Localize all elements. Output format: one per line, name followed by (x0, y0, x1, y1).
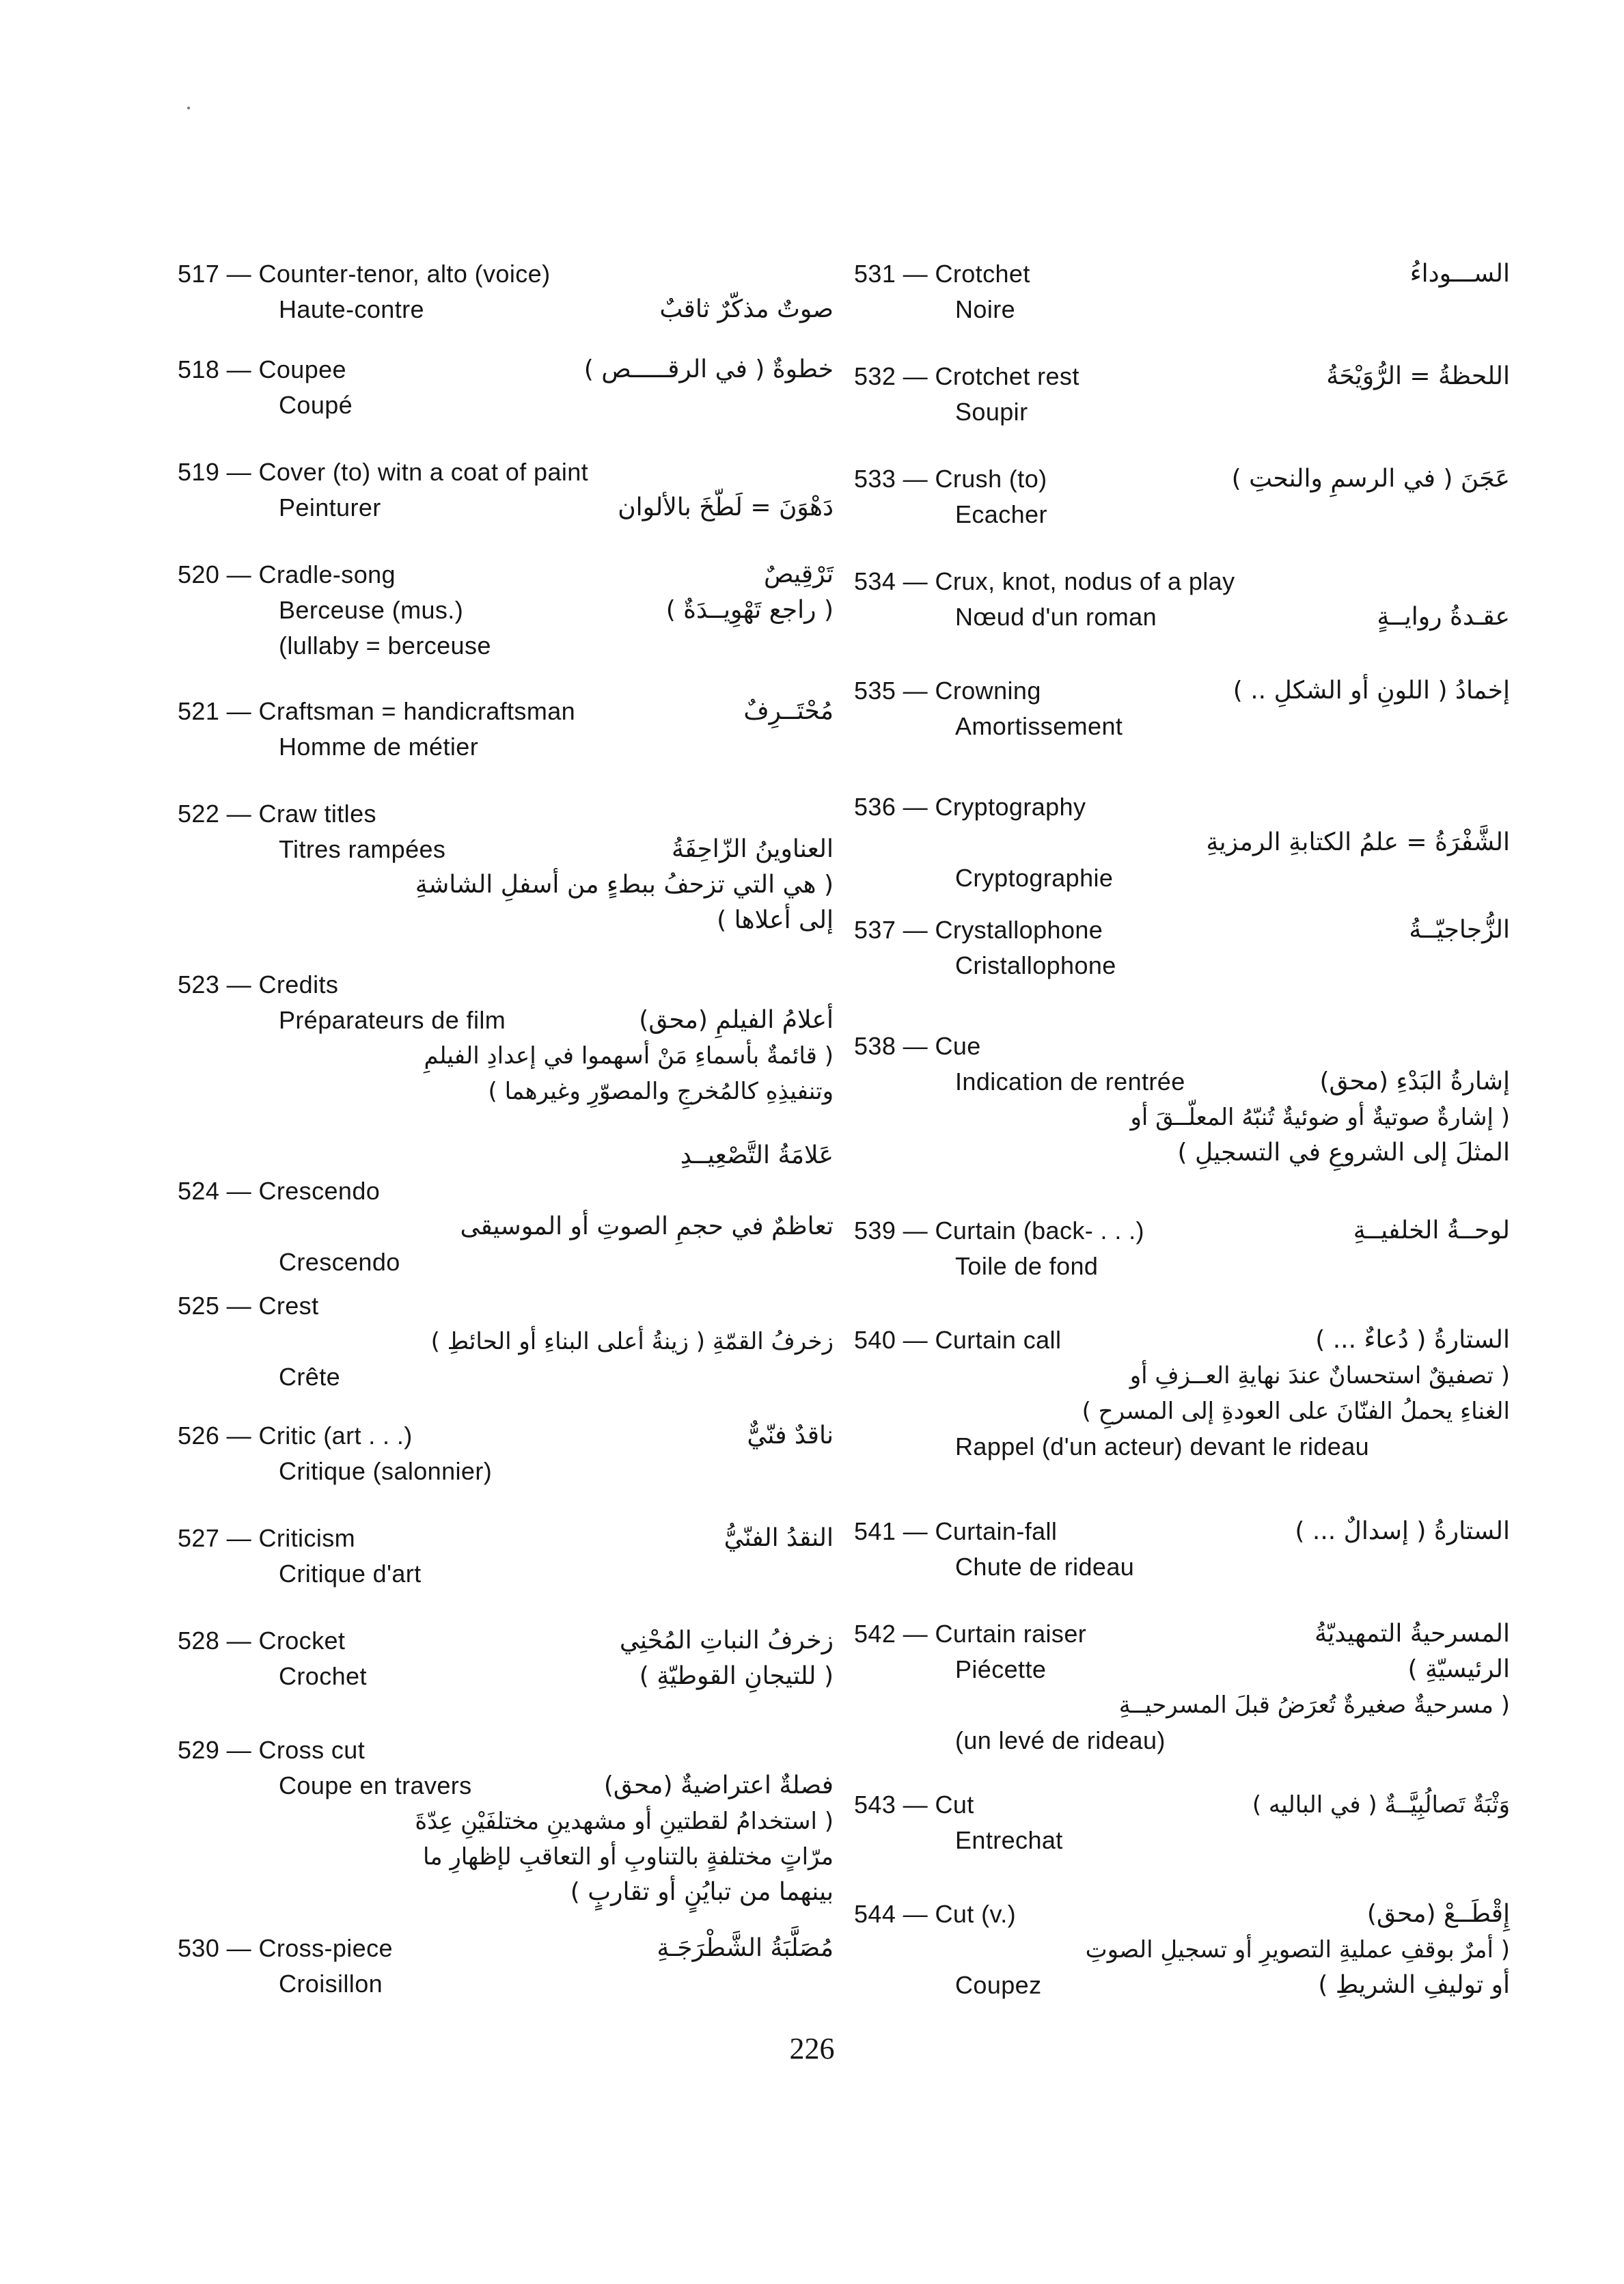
entry-translation: Noire (955, 295, 1016, 323)
dictionary-entry (178, 1732, 834, 1910)
entry-arabic: ( للتيجانِ القوطيّةِ ) (639, 1662, 834, 1690)
entry-translation: Toile de fond (955, 1252, 1099, 1280)
dictionary-entry (178, 796, 834, 938)
entry-arabic: صوتٌ مذكّرٌ ثاقبٌ (659, 295, 834, 323)
entry-line (854, 1787, 1510, 1823)
entry-arabic: لوحــةُ الخلفيــةِ (1353, 1216, 1510, 1245)
entry-translation: Chute de rideau (955, 1553, 1135, 1581)
entry-arabic: وَثْبَةٌ تَصالُبِيَّــةٌ ( في الباليه ) (1252, 1791, 1510, 1819)
entry-line (178, 1623, 834, 1659)
entry-translation: Critique d'art (279, 1560, 422, 1588)
dictionary-entry (178, 1288, 834, 1395)
entry-headword: 533 — Crush (to) (854, 465, 1047, 493)
dictionary-entry (854, 1213, 1510, 1284)
entry-line (854, 1968, 1510, 2003)
entry-line (854, 1213, 1510, 1249)
entry-arabic: المثلَ إلى الشروعِ في التسجيلِ ) (1177, 1139, 1510, 1167)
entry-line (854, 599, 1510, 635)
entry-line (178, 292, 834, 327)
entry-line (854, 1322, 1510, 1358)
dictionary-entry (854, 912, 1510, 983)
entry-line (178, 388, 834, 423)
entry-line (178, 454, 834, 490)
entry-arabic: تَرْقِيصٌ (763, 560, 834, 588)
entry-arabic: زخرفُ القمّةِ ( زينةُ أعلى البناءِ أو الحائطِ ) (430, 1328, 834, 1355)
entry-arabic: ( هي التي تزحفُ ببطءٍ من أسفلِ الشاشةِ (415, 871, 834, 899)
entry-translation: Critique (salonnier) (279, 1457, 493, 1485)
entry-translation: (lullaby = berceuse (279, 631, 491, 660)
entry-translation: Ecacher (955, 500, 1047, 528)
entry-line (178, 1768, 834, 1804)
dictionary-entry (178, 1138, 834, 1280)
entry-translation: Piécette (955, 1655, 1047, 1683)
entry-line (178, 1521, 834, 1556)
entry-line (178, 967, 834, 1003)
dictionary-entry (854, 1029, 1510, 1171)
entry-arabic: المسرحيةُ التمهيديّةُ (1315, 1620, 1510, 1648)
entry-translation: Indication de rentrée (955, 1068, 1185, 1096)
entry-line (854, 825, 1510, 860)
entry-headword: 519 — Cover (to) witn a coat of paint (178, 458, 589, 486)
entry-headword: 526 — Critic (art . . .) (178, 1422, 413, 1450)
entry-translation: Nœud d'un roman (955, 603, 1157, 631)
entry-translation: Coupe en travers (279, 1771, 472, 1799)
entry-line (178, 1359, 834, 1395)
entry-line (178, 557, 834, 593)
entry-line (178, 1875, 834, 1910)
entry-headword: 529 — Cross cut (178, 1736, 366, 1764)
entry-line (854, 673, 1510, 709)
entry-line (854, 359, 1510, 394)
entry-line (854, 1100, 1510, 1135)
dictionary-entry (854, 673, 1510, 744)
dictionary-entry (854, 256, 1510, 327)
entry-headword: 539 — Curtain (back- . . .) (854, 1216, 1144, 1245)
entry-line (178, 903, 834, 938)
entry-line (854, 256, 1510, 292)
entry-line (178, 352, 834, 388)
entry-line (178, 256, 834, 292)
dictionary-entry (854, 1514, 1510, 1585)
entry-line (178, 1966, 834, 2002)
entry-headword: 520 — Cradle-song (178, 560, 396, 588)
entry-arabic: بينهما من تبايُنٍ أو تقاربٍ ) (570, 1878, 834, 1906)
entry-line (854, 789, 1510, 825)
entry-headword: 517 — Counter-tenor, alto (voice) (178, 260, 551, 288)
entry-line (854, 1896, 1510, 1932)
entry-arabic: الزُّجاجيّــةُ (1409, 916, 1510, 944)
entry-line (854, 1029, 1510, 1064)
entry-arabic: إخمادُ ( اللونِ أو الشكلِ .. ) (1233, 677, 1510, 705)
entry-headword: 542 — Curtain raiser (854, 1620, 1087, 1648)
entry-arabic: زخرفُ النباتِ المُحْنِي (619, 1627, 834, 1655)
entry-headword: 535 — Crowning (854, 677, 1041, 705)
entry-line (854, 1616, 1510, 1652)
dictionary-entry (178, 1931, 834, 2002)
dictionary-entry (178, 1623, 834, 1694)
entry-headword: 534 — Crux, knot, nodus of a play (854, 567, 1235, 595)
entry-line (854, 1723, 1510, 1758)
entry-translation: Crochet (279, 1662, 367, 1690)
entry-headword: 524 — Crescendo (178, 1177, 381, 1205)
entry-headword: 537 — Crystallophone (854, 916, 1103, 944)
entry-headword: 538 — Cue (854, 1032, 981, 1060)
entry-line (854, 292, 1510, 327)
entry-line (854, 497, 1510, 532)
entry-arabic: العناوينُ الزّاحِفَةُ (671, 835, 834, 863)
entry-line (178, 1173, 834, 1209)
dictionary-entry (854, 359, 1510, 430)
entry-translation: Titres rampées (279, 835, 446, 863)
entry-arabic: ( مسرحيةٌ صغيرةٌ تُعرَضُ قبلَ المسرحيــةِ (1118, 1691, 1510, 1719)
dictionary-entry (854, 1616, 1510, 1758)
dictionary-entry (178, 694, 834, 765)
entry-line (854, 1514, 1510, 1549)
entry-line (178, 1209, 834, 1245)
entry-translation: Croisillon (279, 1970, 383, 1998)
entry-line (178, 1804, 834, 1839)
entry-line (854, 564, 1510, 599)
entry-line (854, 1932, 1510, 1968)
entry-line (854, 1549, 1510, 1585)
entry-headword: 528 — Crocket (178, 1627, 346, 1655)
dictionary-entry (178, 1521, 834, 1592)
dictionary-entry (854, 789, 1510, 896)
entry-line (178, 1556, 834, 1592)
entry-line (178, 1931, 834, 1966)
entry-headword: 532 — Crotchet rest (854, 362, 1079, 390)
entry-headword: 518 — Coupee (178, 355, 346, 383)
entry-arabic: ( استخدامُ لقطتينِ أو مشهدينِ مختلفَيْنِ عِدّةَ (415, 1808, 834, 1835)
entry-arabic: عَلامَةُ التَّصْعِيــدِ (680, 1141, 834, 1169)
entry-arabic: الشَّفْرَةُ = علمُ الكتابةِ الرمزيةِ (1206, 828, 1510, 856)
entry-headword: 522 — Craw titles (178, 800, 376, 828)
dictionary-entry (854, 461, 1510, 532)
entry-line (854, 1135, 1510, 1171)
entry-line (854, 461, 1510, 497)
entry-arabic: عقـدةُ روايــةٍ (1377, 603, 1510, 631)
dictionary-entry (178, 1418, 834, 1489)
entry-line (854, 860, 1510, 896)
entry-arabic: عَجَنَ ( في الرسمِ والنحتِ ) (1231, 465, 1510, 493)
dictionary-entry (178, 454, 834, 526)
entry-arabic: الستارةُ ( إسدالٌ ... ) (1295, 1517, 1510, 1545)
entry-line (178, 490, 834, 526)
entry-arabic: الســـوداءُ (1409, 260, 1510, 288)
entry-line (178, 796, 834, 832)
entry-line (178, 1038, 834, 1074)
entry-arabic: النقدُ الفنّيُّ (724, 1524, 834, 1552)
entry-translation: Crescendo (279, 1248, 400, 1276)
entry-translation: Rappel (d'un acteur) devant le rideau (955, 1432, 1370, 1460)
entry-arabic: ( قائمةٌ بأسماءِ مَنْ أسهموا في إعدادِ الفيلمِ (424, 1042, 834, 1070)
entry-line (178, 694, 834, 729)
entry-line (854, 1823, 1510, 1858)
dictionary-entry (854, 1896, 1510, 2003)
entry-line (178, 1074, 834, 1109)
entry-line (854, 912, 1510, 948)
entry-translation: Crête (279, 1363, 341, 1391)
entry-line (178, 1659, 834, 1694)
entry-arabic: الغناءِ يحملُ الفنّانَ على العودةِ إلى المسرحِ ) (1082, 1398, 1510, 1425)
entry-arabic: أعلامُ الفيلمِ (محق) (639, 1006, 834, 1034)
entry-arabic: إلى أعلاها ) (717, 906, 834, 934)
entry-arabic: ( أمرٌ بوقفِ عمليةِ التصويرِ أو تسجيلِ الصوتِ (1085, 1936, 1510, 1963)
page-number: 226 (789, 2032, 835, 2065)
entry-translation: Peinturer (279, 493, 381, 521)
entry-line (178, 1245, 834, 1280)
entry-line (178, 832, 834, 867)
entry-line (178, 867, 834, 903)
dictionary-entry (854, 1787, 1510, 1858)
entry-translation: Haute-contre (279, 295, 424, 323)
entry-arabic: ( راجع تَهْوِيــدَةٌ ) (665, 596, 834, 624)
entry-arabic: ناقدٌ فنّيٌّ (747, 1422, 834, 1450)
entry-translation: Entrechat (955, 1826, 1063, 1854)
entry-line (854, 1429, 1510, 1465)
entry-headword: 523 — Credits (178, 970, 339, 998)
entry-arabic: ( تصفيقٌ استحسانٌ عندَ نهايةِ العــزفِ أو (1129, 1362, 1510, 1389)
entry-arabic: فصلةٌ اعتراضيةٌ (محق) (603, 1771, 834, 1799)
entry-translation: Soupir (955, 398, 1028, 426)
entry-line (178, 1839, 834, 1875)
entry-line (854, 1652, 1510, 1687)
dictionary-entry (854, 564, 1510, 635)
entry-translation: Amortissement (955, 712, 1123, 740)
entry-line (854, 948, 1510, 983)
entry-arabic: مُصَلَّبَةُ الشَّطْرَجَـةِ (657, 1934, 834, 1962)
entry-line (854, 1358, 1510, 1393)
entry-headword: 541 — Curtain-fall (854, 1517, 1058, 1545)
entry-arabic: إِقْطَــعْ (محق) (1366, 1900, 1510, 1928)
entry-line (178, 729, 834, 765)
entry-line (178, 1454, 834, 1489)
entry-line (178, 1418, 834, 1454)
dictionary-entry (854, 1322, 1510, 1465)
entry-translation: Berceuse (mus.) (279, 596, 464, 624)
entry-arabic: مرّاتٍ مختلفةٍ بالتناوبِ أو التعاقبِ لإظهارِ ما (423, 1843, 834, 1871)
entry-arabic: ( إشارةٌ صوتيةٌ أو ضوئيةٌ تُنبّهُ المعلّــقَ أو (1130, 1104, 1510, 1131)
entry-headword: 540 — Curtain call (854, 1326, 1062, 1354)
entry-arabic: الرئيسيّةِ ) (1407, 1655, 1510, 1683)
entry-headword: 543 — Cut (854, 1791, 974, 1819)
dictionary-entry (178, 967, 834, 1109)
entry-translation: Cristallophone (955, 951, 1116, 979)
scan-speck (187, 107, 190, 109)
entry-translation: Préparateurs de film (279, 1006, 506, 1034)
dictionary-entry (178, 256, 834, 327)
entry-arabic: وتنفيذِهِ كالمُخرجِ والمصوّرِ وغيرهما ) (488, 1078, 834, 1105)
entry-arabic: خطوةٌ ( في الرقـــــص ) (583, 355, 834, 383)
entry-arabic: تعاظمٌ في حجمِ الصوتِ أو الموسيقى (460, 1212, 834, 1240)
entry-line (854, 1687, 1510, 1723)
entry-line (178, 1732, 834, 1768)
entry-arabic: الستارةُ ( دُعاءٌ ... ) (1315, 1326, 1510, 1354)
entry-translation: Cryptographie (955, 864, 1114, 892)
entry-line (178, 1288, 834, 1324)
entry-line (178, 1003, 834, 1038)
entry-line (854, 1393, 1510, 1429)
entry-line (178, 1138, 834, 1173)
dictionary-entry (178, 557, 834, 664)
entry-line (854, 1249, 1510, 1284)
entry-headword: 521 — Craftsman = handicraftsman (178, 697, 576, 725)
entry-arabic: مُحْتَــرِفٌ (743, 697, 834, 725)
entry-arabic: دَهْوَنَ = لَطّخَ بالألوان (618, 493, 834, 521)
entry-line (854, 394, 1510, 430)
entry-translation: Homme de métier (279, 733, 479, 761)
entry-translation: Coupez (955, 1971, 1042, 1999)
entry-arabic: أو توليفِ الشريطِ ) (1318, 1971, 1510, 1999)
entry-translation: (un levé de rideau) (955, 1726, 1166, 1754)
entry-arabic: إشارةُ البَدْءِ (محق) (1319, 1068, 1510, 1096)
entry-headword: 531 — Crotchet (854, 260, 1030, 288)
entry-translation: Coupé (279, 391, 353, 419)
entry-headword: 536 — Cryptography (854, 793, 1086, 821)
entry-headword: 525 — Crest (178, 1292, 319, 1320)
entry-line (178, 593, 834, 628)
entry-headword: 527 — Criticism (178, 1524, 356, 1552)
dictionary-entry (178, 352, 834, 423)
entry-line (854, 709, 1510, 744)
entry-arabic: اللحظةُ = الرُّوَيْحَةُ (1326, 362, 1510, 390)
entry-line (178, 1324, 834, 1359)
entry-headword: 544 — Cut (v.) (854, 1900, 1016, 1928)
entry-line (854, 1064, 1510, 1100)
entry-line (178, 628, 834, 664)
entry-headword: 530 — Cross-piece (178, 1934, 393, 1962)
